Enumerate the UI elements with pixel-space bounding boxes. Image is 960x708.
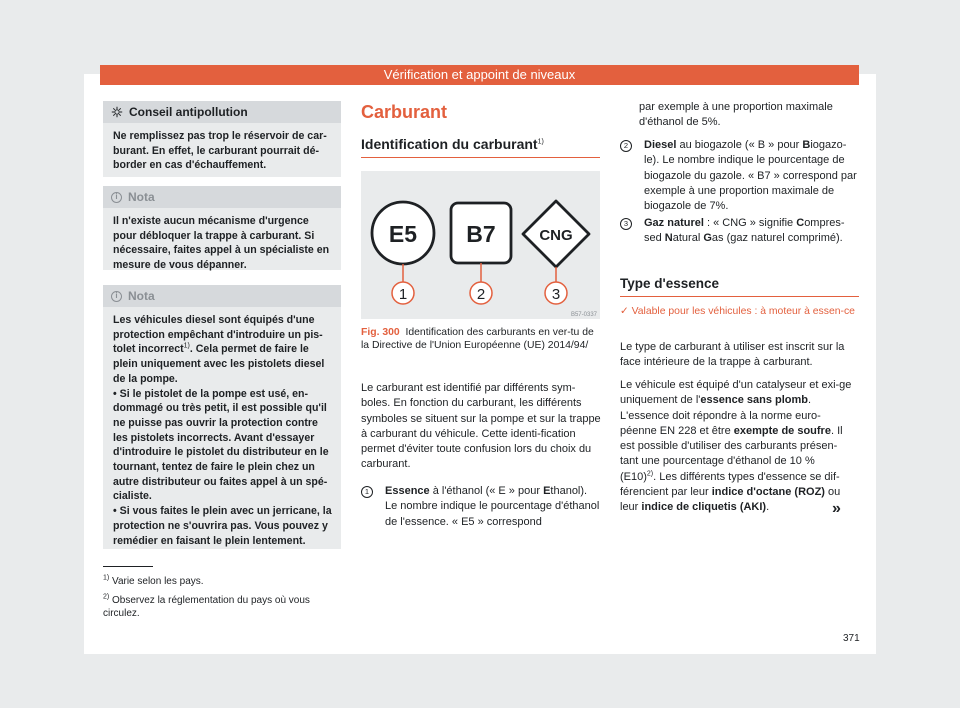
eco-tip-title: Conseil antipollution: [129, 105, 248, 119]
fuel-item-1-letter: E: [543, 485, 551, 497]
fuel-item-1-continued: par exemple à une proportion maximale d'éthanol de 5%.: [639, 101, 833, 129]
footnote-ref: 2): [646, 470, 654, 478]
fuel-item-3: [620, 216, 860, 247]
continue-mark: »: [832, 500, 841, 517]
p2-text-f: . Les différents types d'essence se dif-férencient par leur: [620, 470, 840, 499]
item-number-badge: 3: [620, 218, 632, 230]
footnote-2: [103, 594, 343, 620]
footnote-ref: 1): [537, 138, 544, 146]
p2-sulfur-free: exempte de soufre: [733, 424, 831, 437]
p2-text-e: . Il est possible d'utiliser des carburants présen-tant une pourcentage d'éthanol de 10 % (E10): [620, 424, 843, 483]
eco-tip-text: Ne remplissez pas trop le réservoir de car-burant. En effet, le carburant pourrait dé-border en cas d'échauffement.: [113, 130, 327, 172]
gasoline-paragraph-1: Le type de carburant à utiliser est inscrit sur la face intérieure de la trappe à carburant.: [620, 341, 845, 369]
fuel-item-2-text: [644, 138, 860, 214]
fuel-item-2-text-b: iogazo-le). Le nombre indique le pourcentage de biogazole du gazole. « B7 » correspond par exemple à une proportion maximale de biogazole de 7%.: [644, 139, 857, 213]
applicability-note: [620, 305, 860, 318]
info-icon: i: [111, 291, 122, 302]
fuel-item-2-letter: B: [802, 139, 811, 151]
fuel-labels-illustration: [361, 171, 600, 319]
fuel-item-1: [361, 484, 601, 530]
gasoline-paragraph-2: [620, 378, 852, 516]
b7-label: B7: [466, 221, 496, 247]
page-header: Vérification et appoint de niveaux: [100, 65, 859, 85]
note-text-b: . Cela permet de faire le plein uniquement avec les pistolets diesel de la pompe.: [113, 343, 325, 385]
item-number-badge: 2: [620, 140, 632, 152]
fuel-intro-paragraph: Le carburant est identifié par différents sym-boles. En fonction du carburant, les différents symboles se situent sur la pompe et sur la trappe à carburant du véhicule. Cette identi-fication permet d'éviter toute confusion lors du choix du carburant.: [361, 382, 601, 471]
applicability-text: Valable pour les véhicules : à moteur à essen-ce: [631, 306, 855, 317]
fuel-item-3-text: [644, 216, 860, 247]
fuel-item-1-text-a: à l'éthanol (« E » pour: [429, 485, 544, 497]
note-box-1: [103, 186, 341, 270]
leaf-icon: [111, 106, 123, 118]
eco-tip-box: [103, 101, 341, 177]
figure-number: Fig. 300: [361, 327, 400, 338]
footnote-num: 1): [103, 574, 110, 582]
footnote-1: [103, 575, 343, 588]
fuel-item-3-letter-g: G: [703, 232, 712, 245]
footnote-num: 2): [103, 593, 110, 601]
callout-number-1: 1: [398, 286, 408, 303]
fuel-item-1-text: [385, 484, 601, 530]
figure-caption: [361, 326, 600, 352]
item-number-badge: 1: [361, 486, 373, 498]
p2-octane: indice d'octane (ROZ): [711, 486, 825, 499]
p2-text-h: ou leur: [620, 486, 841, 514]
fuel-item-2: [620, 138, 860, 214]
callout-number-2: 2: [476, 286, 486, 303]
note-text-1: Il n'existe aucun mécanisme d'urgence pour débloquer la trappe à carburant. Si nécessaire, faites appel à un spécialiste en mesure de vous dépanner.: [113, 215, 330, 272]
p2-text-j: .: [766, 501, 770, 514]
footnote-divider: [103, 566, 153, 567]
fuel-item-3-text-a: : « CNG » signifie: [703, 217, 797, 229]
note-bullet-1: • Si le pistolet de la pompe est usé, en-dommagé ou très petit, il est possible qu'il ne puisse pas ouvrir la protection contre les pistolets incorrects. Avant d'essayer d'introduire le pistolet du distributeur en le tournant, tentez de faire le plein chez un autre distributeur ou faites appel à un spé-cialiste.: [113, 387, 329, 503]
p2-unleaded: essence sans plomb: [700, 394, 808, 407]
figure-code: B57-0337: [570, 312, 597, 318]
cng-label: CNG: [539, 227, 573, 244]
note-header-1: [103, 186, 341, 208]
fuel-item-2-label: Diesel: [644, 139, 677, 151]
fuel-label-figure: [361, 171, 600, 319]
fuel-item-3-text-c: ompres-sed: [644, 217, 845, 245]
note-box-2: [103, 285, 341, 549]
title-rule: [361, 157, 600, 158]
note-title-1: Nota: [128, 190, 155, 204]
p2-text-a: Le véhicule est équipé d'un catalyseur et exi-ge uniquement de l': [620, 379, 852, 407]
fuel-item-1-text-b: thanol). Le nombre indique le pourcentage d'éthanol de l'essence. « E5 » correspond: [385, 485, 600, 528]
note-paragraph: [113, 313, 333, 387]
p2-text-c: . L'essence doit répondre à la norme euro-péenne EN 228 et être: [620, 394, 821, 437]
callout-number-3: 3: [551, 286, 561, 303]
footnote-ref: 1): [183, 342, 190, 350]
fuel-item-2-text-a: au biogazole (« B » pour: [676, 139, 803, 151]
info-icon: i: [111, 192, 122, 203]
section-title: Carburant: [361, 102, 448, 122]
note-text-a: Les véhicules diesel sont équipés d'une protection empêchant d'introduire un pis-tolet incorrect: [113, 314, 323, 356]
gasoline-type-heading: Type d'essence: [620, 276, 720, 291]
subsection-title-text: Identification du carburant: [361, 136, 538, 152]
fuel-item-3-label: Gaz naturel: [644, 217, 704, 229]
fuel-item-3-letter-c: C: [796, 217, 805, 229]
page-number: 371: [843, 633, 860, 644]
note-text-2: [103, 307, 341, 556]
fuel-item-3-text-g: as (gaz naturel comprimé).: [711, 232, 843, 245]
eco-tip-header: [103, 101, 341, 123]
figure-caption-text: Identification des carburants en ver-tu de la Directive de l'Union Européenne (UE) 2014/94/: [361, 327, 594, 351]
note-title-2: Nota: [128, 289, 155, 303]
heading-rule: [620, 296, 859, 297]
e5-label: E5: [388, 221, 418, 247]
check-icon: ✓: [620, 306, 629, 317]
subsection-title: [361, 136, 544, 152]
note-header-2: [103, 285, 341, 307]
fuel-item-1-label: Essence: [385, 485, 430, 497]
footnote-text: Observez la réglementation du pays où vous circulez.: [103, 595, 310, 619]
p2-aki: indice de cliquetis (AKI): [641, 501, 767, 514]
fuel-item-3-letter-n: N: [664, 232, 673, 245]
footnote-text: Varie selon les pays.: [112, 576, 204, 587]
note-bullet-2: • Si vous faites le plein avec un jerricane, la protection ne s'ouvrira pas. Vous pouvez y remédier en faisant le plein lentement.: [113, 505, 332, 547]
fuel-item-3-text-n: atural: [672, 232, 704, 245]
